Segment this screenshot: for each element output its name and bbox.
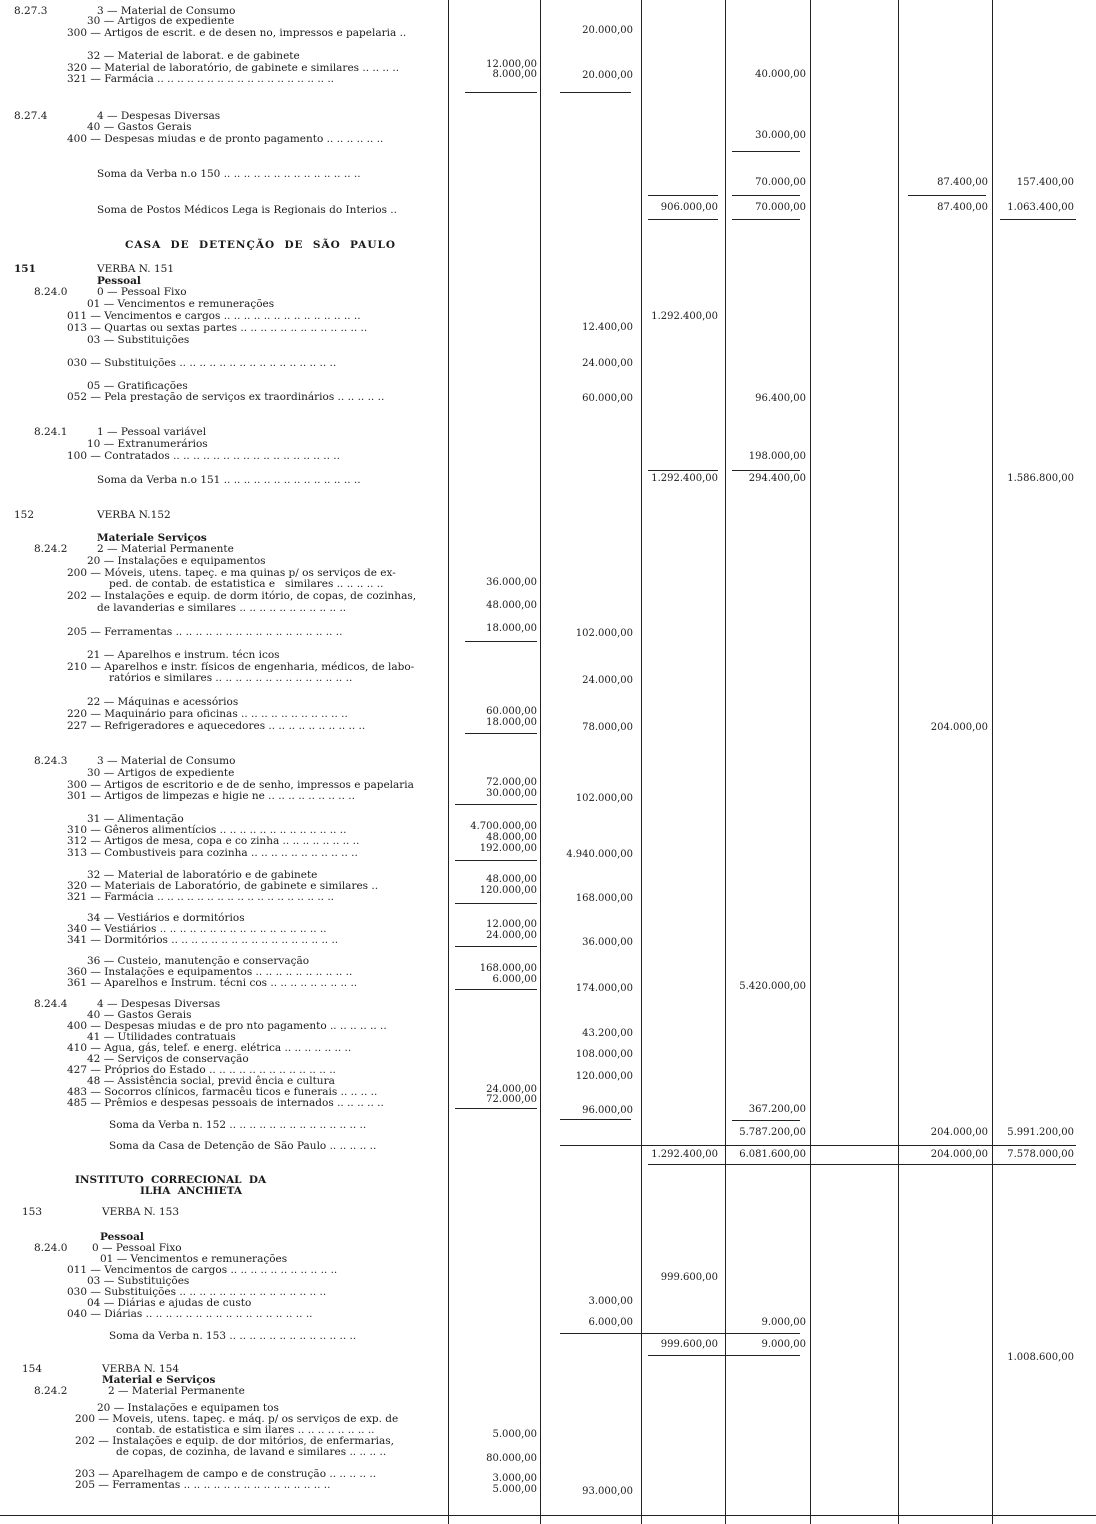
text-line: 011 — Vencimentos e cargos .. .. .. .. .. .. .. .. .. .. .. .. .. .. — [67, 310, 361, 322]
total-rule — [0, 1515, 1096, 1516]
amount-cell: 18.000,00 — [486, 623, 537, 634]
amount-cell: 999.600,00 — [660, 1272, 718, 1283]
total-rule — [732, 151, 800, 152]
text-line: 310 — Gêneros alimentícios .. .. .. .. .. .. .. .. .. .. .. .. .. — [67, 824, 347, 836]
amount-cell: 204.000,00 — [930, 722, 988, 733]
total-rule — [455, 989, 537, 990]
amount-cell: 87.400,00 — [937, 202, 988, 213]
amount-cell: 70.000,00 — [755, 202, 806, 213]
text-line: 300 — Artigos de escritorio e de de senho, impressos e papelaria — [67, 779, 414, 791]
text-line: 203 — Aparelhagem de campo e de construção .. .. .. .. .. — [75, 1468, 377, 1480]
text-line: 030 — Substituições .. .. .. .. .. .. .. .. .. .. .. .. .. .. .. .. — [67, 357, 337, 369]
text-line: Soma da Verba n.o 150 .. .. .. .. .. .. .. .. .. .. .. .. .. .. — [97, 168, 361, 180]
total-rule — [1000, 219, 1076, 220]
text-line: 3 — Material de Consumo — [97, 5, 236, 17]
text-line: 2 — Material Permanente — [108, 1385, 245, 1397]
amount-cell: 96.400,00 — [755, 393, 806, 404]
text-line: 34 — Vestiários e dormitórios — [87, 912, 245, 924]
text-line: 321 — Farmácia .. .. .. .. .. .. .. .. .. .. .. .. .. .. .. .. .. .. — [67, 73, 335, 85]
total-rule — [455, 946, 537, 947]
amount-cell: 174.000,00 — [575, 983, 633, 994]
text-line: 48 — Assistência social, previd ência e cultura — [87, 1075, 335, 1087]
total-rule — [732, 219, 800, 220]
total-rule — [465, 641, 537, 642]
amount-cell: 43.200,00 — [582, 1028, 633, 1039]
amount-cell: 906.000,00 — [660, 202, 718, 213]
text-line: 151 — [14, 263, 36, 275]
text-line: 03 — Substituições — [87, 1275, 190, 1287]
amount-cell: 108.000,00 — [575, 1049, 633, 1060]
amount-cell: 168.000,00 — [575, 893, 633, 904]
text-line: 30 — Artigos de expediente — [87, 15, 235, 27]
amount-cell: 60.000,00 — [486, 706, 537, 717]
text-line: Materiale Serviços — [97, 532, 207, 544]
amount-cell: 1.292.400,00 — [651, 1149, 718, 1160]
text-line: 8.24.2 — [34, 543, 68, 555]
total-rule — [648, 470, 718, 471]
text-line: 220 — Maquinário para oficinas .. .. .. .. .. .. .. .. .. .. .. — [67, 708, 348, 720]
amount-cell: 5.000,00 — [492, 1484, 537, 1495]
text-line: de lavanderias e similares .. .. .. .. .. .. .. .. .. .. .. — [97, 602, 347, 614]
text-line: 011 — Vencimentos de cargos .. .. .. .. .. .. .. .. .. .. .. — [67, 1264, 338, 1276]
amount-cell: 120.000,00 — [479, 885, 537, 896]
text-line: 3 — Material de Consumo — [97, 755, 236, 767]
amount-cell: 24.000,00 — [486, 930, 537, 941]
amount-cell: 40.000,00 — [755, 69, 806, 80]
total-rule — [455, 860, 537, 861]
text-line: Soma da Verba n.o 151 .. .. .. .. .. .. .. .. .. .. .. .. .. .. — [97, 474, 361, 486]
amount-cell: 48.000,00 — [486, 600, 537, 611]
text-line: ped. de contab. de estatistica e similares .. .. .. .. .. — [109, 578, 384, 590]
amount-cell: 30.000,00 — [755, 130, 806, 141]
column-rule — [448, 0, 449, 1524]
amount-cell: 157.400,00 — [1016, 177, 1074, 188]
text-line: 40 — Gastos Gerais — [87, 121, 192, 133]
text-line: 154 — [22, 1363, 43, 1375]
text-line: Soma da Casa de Detenção de São Paulo .. .. .. .. .. — [109, 1140, 377, 1152]
text-line: 01 — Vencimentos e remunerações — [100, 1253, 288, 1265]
text-line: 013 — Quartas ou sextas partes .. .. .. .. .. .. .. .. .. .. .. .. .. — [67, 322, 368, 334]
text-line: 40 — Gastos Gerais — [87, 1009, 192, 1021]
amount-cell: 78.000,00 — [582, 722, 633, 733]
total-rule — [560, 1145, 1076, 1146]
text-line: 8.24.0 — [34, 1242, 68, 1254]
text-line: 313 — Combustiveis para cozinha .. .. .. .. .. .. .. .. .. .. .. — [67, 847, 358, 859]
text-line: ILHA ANCHIETA — [140, 1185, 242, 1197]
text-line: VERBA N. 151 — [97, 263, 175, 275]
amount-cell: 18.000,00 — [486, 717, 537, 728]
amount-cell: 5.991.200,00 — [1007, 1127, 1074, 1138]
column-rule — [540, 0, 541, 1524]
amount-cell: 96.000,00 — [582, 1105, 633, 1116]
amount-cell: 36.000,00 — [582, 937, 633, 948]
amount-cell: 999.600,00 — [660, 1339, 718, 1350]
text-line: 8.24.4 — [34, 998, 68, 1010]
amount-cell: 7.578.000,00 — [1007, 1149, 1074, 1160]
amount-cell: 4.940.000,00 — [566, 849, 633, 860]
text-line: 205 — Ferramentas .. .. .. .. .. .. .. .. .. .. .. .. .. .. .. .. .. — [67, 626, 343, 638]
total-rule — [648, 1164, 1076, 1165]
amount-cell: 294.400,00 — [748, 473, 806, 484]
text-line: 320 — Materiais de Laboratório, de gabinete e similares .. — [67, 880, 379, 892]
text-line: INSTITUTO CORRECIONAL DA — [75, 1174, 267, 1186]
amount-cell: 5.000,00 — [492, 1429, 537, 1440]
total-rule — [455, 804, 537, 805]
total-rule — [455, 903, 537, 904]
text-line: 483 — Socorros clínicos, farmacêu ticos e funerais .. .. .. .. — [67, 1086, 378, 1098]
text-line: 03 — Substituições — [87, 334, 190, 346]
text-line: 05 — Gratificações — [87, 380, 188, 392]
text-line: 227 — Refrigeradores e aquecedores .. .. .. .. .. .. .. .. .. .. — [67, 720, 366, 732]
text-line: 20 — Instalações e equipamentos — [87, 555, 266, 567]
amount-cell: 6.081.600,00 — [739, 1149, 806, 1160]
total-rule — [560, 1119, 631, 1120]
text-line: Pessoal — [100, 1231, 144, 1243]
amount-cell: 6.000,00 — [588, 1317, 633, 1328]
text-line: 30 — Artigos de expediente — [87, 767, 235, 779]
text-line: 42 — Serviços de conservação — [87, 1053, 249, 1065]
amount-cell: 192.000,00 — [479, 843, 537, 854]
text-line: Soma da Verba n. 152 .. .. .. .. .. .. .. .. .. .. .. .. .. .. — [109, 1119, 367, 1131]
text-line: de copas, de cozinha, de lavand e similares .. .. .. .. — [116, 1446, 387, 1458]
total-rule — [648, 219, 718, 220]
amount-cell: 1.008.600,00 — [1007, 1352, 1074, 1363]
total-rule — [648, 195, 718, 196]
amount-cell: 24.000,00 — [582, 675, 633, 686]
amount-cell: 48.000,00 — [486, 832, 537, 843]
amount-cell: 60.000,00 — [582, 393, 633, 404]
text-line: 301 — Artigos de limpezas e higie ne .. .. .. .. .. .. .. .. .. — [67, 790, 355, 802]
amount-cell: 198.000,00 — [748, 451, 806, 462]
text-line: 400 — Despesas miudas e de pronto pagamento .. .. .. .. .. .. — [67, 133, 384, 145]
text-line: 22 — Máquinas e acessórios — [87, 696, 239, 708]
amount-cell: 20.000,00 — [582, 25, 633, 36]
text-line: 030 — Substituições .. .. .. .. .. .. .. .. .. .. .. .. .. .. .. — [67, 1286, 327, 1298]
amount-cell: 168.000,00 — [479, 963, 537, 974]
text-line: 427 — Próprios do Estado .. .. .. .. .. .. .. .. .. .. .. .. .. — [67, 1064, 336, 1076]
amount-cell: 80.000,00 — [486, 1453, 537, 1464]
amount-cell: 6.000,00 — [492, 974, 537, 985]
total-rule — [465, 733, 537, 734]
amount-cell: 5.420.000,00 — [739, 981, 806, 992]
text-line: 2 — Material Permanente — [97, 543, 234, 555]
text-line: 10 — Extranumerários — [87, 438, 208, 450]
amount-cell: 9.000,00 — [761, 1339, 806, 1350]
total-rule — [455, 1108, 537, 1109]
text-line: 8.24.2 — [34, 1385, 68, 1397]
text-line: 8.27.4 — [14, 110, 48, 122]
text-line: VERBA N. 154 — [102, 1363, 180, 1375]
text-line: 320 — Material de laboratório, de gabinete e similares .. .. .. .. — [67, 62, 400, 74]
amount-cell: 1.586.800,00 — [1007, 473, 1074, 484]
text-line: 0 — Pessoal Fixo — [92, 1242, 182, 1254]
amount-cell: 5.787.200,00 — [739, 1127, 806, 1138]
amount-cell: 102.000,00 — [575, 628, 633, 639]
amount-cell: 120.000,00 — [575, 1071, 633, 1082]
column-rule — [992, 0, 993, 1524]
amount-cell: 36.000,00 — [486, 577, 537, 588]
text-line: 0 — Pessoal Fixo — [97, 286, 187, 298]
column-rule — [898, 0, 899, 1524]
text-line: 21 — Aparelhos e instrum. técn icos — [87, 649, 280, 661]
total-rule — [908, 195, 986, 196]
text-line: 200 — Moveis, utens. tapeç. e máq. p/ os serviços de exp. de — [75, 1413, 399, 1425]
text-line: 300 — Artigos de escrit. e de desen no, impressos e papelaria .. — [67, 27, 407, 39]
amount-cell: 24.000,00 — [582, 358, 633, 369]
total-rule — [560, 1333, 800, 1334]
text-line: 153 — [22, 1206, 43, 1218]
text-line: 8.27.3 — [14, 5, 48, 17]
text-line: 20 — Instalações e equipamen tos — [97, 1402, 279, 1414]
amount-cell: 4.700.000,00 — [470, 821, 537, 832]
amount-cell: 72.000,00 — [486, 1094, 537, 1105]
total-rule — [732, 1120, 800, 1121]
total-rule — [732, 470, 800, 471]
text-line: Material e Serviços — [102, 1374, 216, 1386]
amount-cell: 1.063.400,00 — [1007, 202, 1074, 213]
text-line: 202 — Instalações e equip. de dor mitórios, de enfermarias, — [75, 1435, 394, 1447]
amount-cell: 48.000,00 — [486, 874, 537, 885]
total-rule — [465, 92, 537, 93]
text-line: 312 — Artigos de mesa, copa e co zinha .. .. .. .. .. .. .. .. — [67, 835, 360, 847]
column-rule — [641, 0, 642, 1524]
amount-cell: 9.000,00 — [761, 1317, 806, 1328]
amount-cell: 93.000,00 — [582, 1486, 633, 1497]
text-line: 32 — Material de laborat. e de gabinete — [87, 50, 300, 62]
text-line: Soma de Postos Médicos Lega is Regionais do Interios .. — [97, 204, 397, 216]
text-line: 31 — Alimentação — [87, 813, 184, 825]
text-line: VERBA N.152 — [97, 509, 171, 521]
text-line: 1 — Pessoal variável — [97, 426, 207, 438]
total-rule — [732, 195, 800, 196]
text-line: 361 — Aparelhos e Instrum. técni cos .. .. .. .. .. .. .. .. .. — [67, 977, 358, 989]
column-rule — [810, 0, 811, 1524]
text-line: 41 — Utilidades contratuais — [87, 1031, 236, 1043]
text-line: 8.24.3 — [34, 755, 68, 767]
text-line: 36 — Custeio, manutenção e conservação — [87, 955, 310, 967]
amount-cell: 72.000,00 — [486, 777, 537, 788]
text-line: 4 — Despesas Diversas — [97, 110, 221, 122]
text-line: Soma da Verba n. 153 .. .. .. .. .. .. .. .. .. .. .. .. .. — [109, 1330, 357, 1342]
text-line: 200 — Móveis, utens. tapeç. e ma quinas p/ os serviços de ex- — [67, 567, 396, 579]
amount-cell: 204.000,00 — [930, 1127, 988, 1138]
text-line: Pessoal — [97, 275, 141, 287]
amount-cell: 70.000,00 — [755, 177, 806, 188]
total-rule — [648, 1355, 800, 1356]
total-rule — [560, 92, 631, 93]
text-line: 321 — Farmácia .. .. .. .. .. .. .. .. .. .. .. .. .. .. .. .. .. .. — [67, 891, 335, 903]
amount-cell: 102.000,00 — [575, 793, 633, 804]
text-line: 341 — Dormitórios .. .. .. .. .. .. .. .. .. .. .. .. .. .. .. .. .. — [67, 934, 339, 946]
amount-cell: 87.400,00 — [937, 177, 988, 188]
amount-cell: 12.000,00 — [486, 59, 537, 70]
text-line: 040 — Diárias .. .. .. .. .. .. .. .. .. .. .. .. .. .. .. .. .. — [67, 1308, 313, 1320]
text-line: 485 — Prêmios e despesas pessoais de internados .. .. .. .. .. — [67, 1097, 384, 1109]
text-line: 152 — [14, 509, 35, 521]
amount-cell: 1.292.400,00 — [651, 311, 718, 322]
amount-cell: 3.000,00 — [588, 1296, 633, 1307]
text-line: CASA DE DETENÇÃO DE SÃO PAULO — [125, 239, 397, 251]
amount-cell: 204.000,00 — [930, 1149, 988, 1160]
amount-cell: 20.000,00 — [582, 70, 633, 81]
text-line: 360 — Instalações e equipamentos .. .. .. .. .. .. .. .. .. .. — [67, 966, 353, 978]
amount-cell: 3.000,00 — [492, 1473, 537, 1484]
text-line: VERBA N. 153 — [102, 1206, 180, 1218]
amount-cell: 24.000,00 — [486, 1084, 537, 1095]
text-line: 410 — Agua, gás, telef. e energ. elétrica .. .. .. .. .. .. .. — [67, 1042, 352, 1054]
column-rule — [725, 0, 726, 1524]
text-line: 210 — Aparelhos e instr. físicos de engenharia, médicos, de labo- — [67, 661, 415, 673]
text-line: 04 — Diárias e ajudas de custo — [87, 1297, 252, 1309]
amount-cell: 30.000,00 — [486, 788, 537, 799]
text-line: contab. de estatistica e sim ilares .. .. .. .. .. .. .. .. — [116, 1424, 375, 1436]
amount-cell: 8.000,00 — [492, 69, 537, 80]
text-line: 205 — Ferramentas .. .. .. .. .. .. .. .. .. .. .. .. .. .. .. — [75, 1479, 331, 1491]
text-line: 01 — Vencimentos e remunerações — [87, 298, 275, 310]
amount-cell: 12.400,00 — [582, 322, 633, 333]
text-line: 340 — Vestiários .. .. .. .. .. .. .. .. .. .. .. .. .. .. .. .. .. — [67, 923, 327, 935]
text-line: ratórios e similares .. .. .. .. .. .. .. .. .. .. .. .. .. .. — [109, 672, 353, 684]
text-line: 100 — Contratados .. .. .. .. .. .. .. .. .. .. .. .. .. .. .. .. .. — [67, 450, 340, 462]
amount-cell: 12.000,00 — [486, 919, 537, 930]
text-line: 8.24.1 — [34, 426, 68, 438]
text-line: 32 — Material de laboratório e de gabinete — [87, 869, 318, 881]
amount-cell: 367.200,00 — [748, 1104, 806, 1115]
text-line: 8.24.0 — [34, 286, 68, 298]
text-line: 202 — Instalações e equip. de dorm itório, de copas, de cozinhas, — [67, 590, 417, 602]
text-line: 052 — Pela prestação de serviços ex traordinários .. .. .. .. .. — [67, 391, 385, 403]
text-line: 400 — Despesas miudas e de pro nto pagamento .. .. .. .. .. .. — [67, 1020, 387, 1032]
text-line: 4 — Despesas Diversas — [97, 998, 221, 1010]
amount-cell: 1.292.400,00 — [651, 473, 718, 484]
